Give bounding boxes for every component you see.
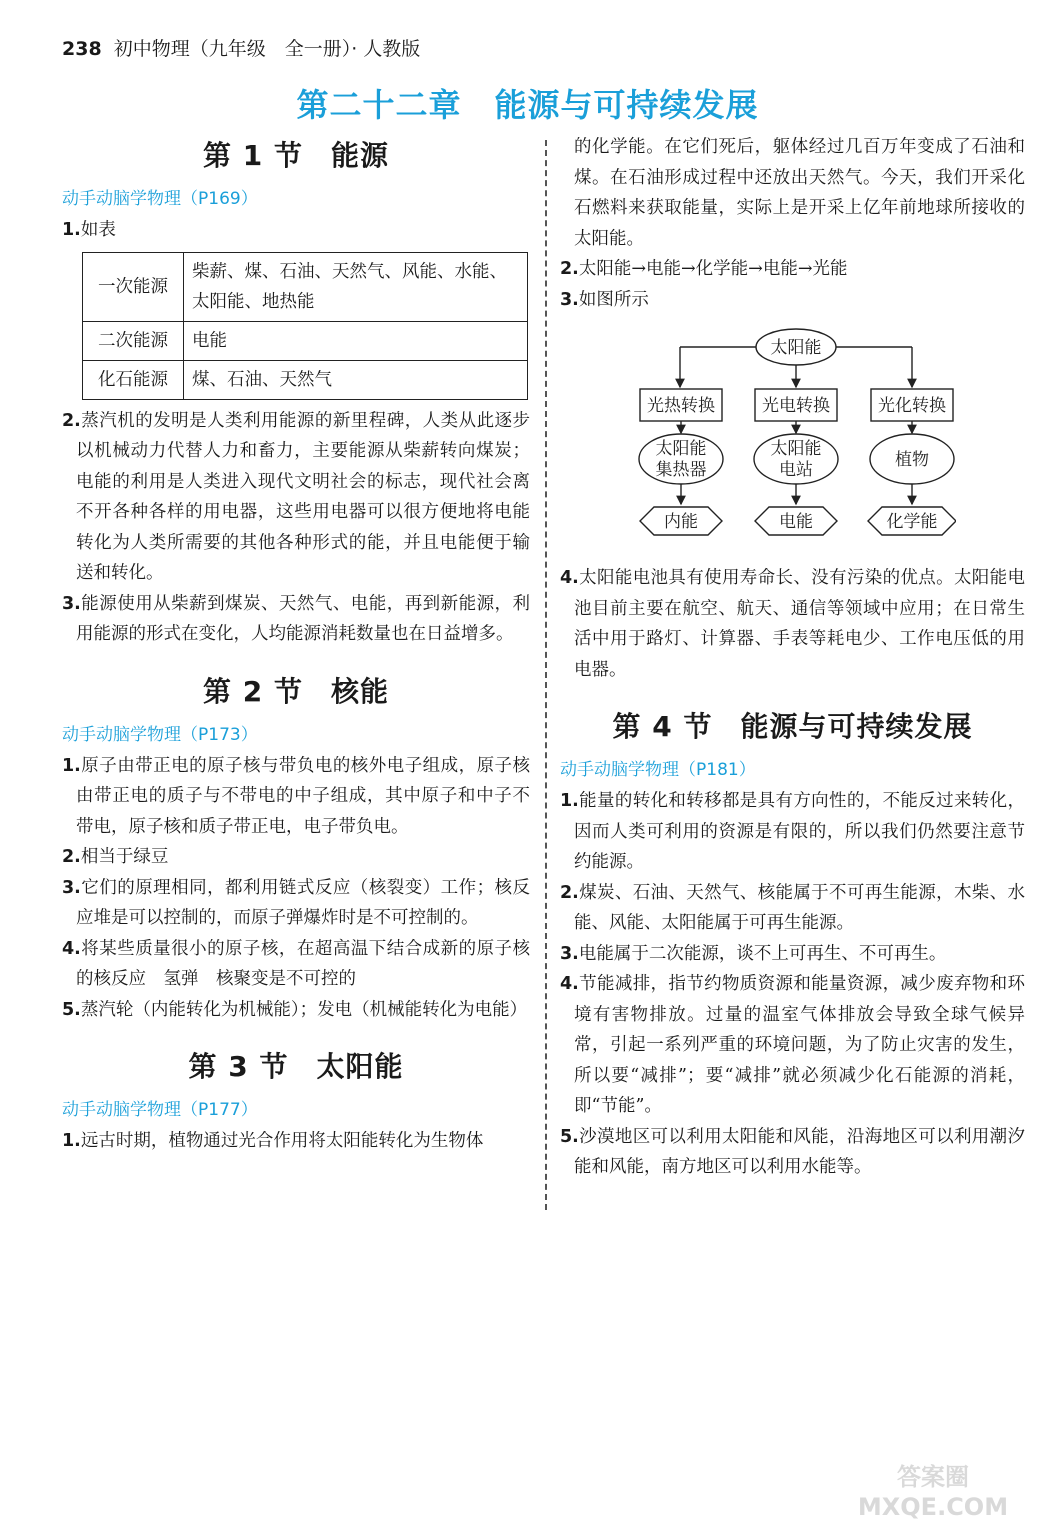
section-4-subheading: 动手动脑学物理（P181） <box>560 760 756 780</box>
diagram-label-convert-2: 光电转换 <box>762 396 830 416</box>
diagram-label-convert-3: 光化转换 <box>878 396 946 416</box>
section-2-number: 第 2 节 <box>203 674 303 708</box>
section-2-name: 核能 <box>330 674 389 708</box>
section-3-title <box>62 1045 530 1085</box>
section-1-subheading: 动手动脑学物理（P169） <box>62 189 258 209</box>
page-number: 238 <box>62 38 102 60</box>
book-title: 初中物理（九年级 全一册）· 人教版 <box>113 38 421 60</box>
s4-answer-4: 4.节能减排，指节约物质资源和能量资源，减少废弃物和环境有害物排放。过量的温室气体排放会导致全球气候异常，引起一系列严重的环境问题，为了防止灾害的发生，所以要“减排”；要“减排”就必须减少化石能源的消耗，即“节能”。 <box>560 974 1025 1116</box>
diagram-label-station-2: 电站 <box>779 460 813 480</box>
column-divider <box>545 140 547 1210</box>
s2-answer-3: 3.它们的原理相同，都利用链式反应（核裂变）工作；核反应堆是可以控制的，而原子弹爆炸时是不可控制的。 <box>62 877 530 928</box>
s3-answer-1-start: 1.远古时期，植物通过光合作用将太阳能转化为生物体 <box>62 1131 484 1151</box>
watermark-logo: 答案圈 MXQE.COM <box>857 1463 1009 1521</box>
s1-answer-1-text: 如表 <box>80 220 116 240</box>
s2-answer-2-text: 相当于绿豆 <box>80 847 169 867</box>
chapter-title: 第二十二章 能源与可持续发展 <box>296 86 759 124</box>
section-4-title <box>560 705 1025 745</box>
s4-answer-1: 1.能量的转化和转移都是具有方向性的，不能反过来转化，因而人类可利用的资源是有限的，所以我们仍然要注意节约能源。 <box>560 791 1025 872</box>
table-cell-key: 二次能源 <box>83 321 184 360</box>
s4-answer-3-text: 电能属于二次能源，谈不上可再生、不可再生。 <box>578 943 947 964</box>
diagram-label-collector-1: 太阳能 <box>655 439 707 459</box>
table-row <box>83 360 528 399</box>
section-1-number: 第 1 节 <box>203 139 303 172</box>
s4-answer-2: 2.煤炭、石油、天然气、核能属于不可再生能源，木柴、水能、风能、太阳能属于可再生能源。 <box>560 882 1025 933</box>
s2-answer-5: 5.蒸汽轮（内能转化为机械能）；发电（机械能转化为电能） <box>62 999 528 1020</box>
s1-answer-3: 3.能源使用从柴薪到煤炭、天然气、电能，再到新能源，利用能源的形式在变化，人均能源消耗数量也在日益增多。 <box>62 593 530 644</box>
s3-answer-4: 4.太阳能电池具有使用寿命长、没有污染的优点。太阳能电池目前主要在航空、航天、通信等领域中应用；在日常生活中用于路灯、计算器、手表等耗电少、工作电压低的用电器。 <box>560 568 1025 680</box>
table-cell-value: 煤、石油、天然气 <box>184 360 528 399</box>
table-cell-key: 一次能源 <box>83 252 184 321</box>
diagram-label-result-1: 内能 <box>664 512 698 532</box>
diagram-label-convert-1: 光热转换 <box>647 396 715 416</box>
table-row <box>83 321 528 360</box>
section-3-number: 第 3 节 <box>188 1050 289 1083</box>
section-2-title <box>62 670 530 710</box>
s1-answer-1: 1.如表 <box>62 220 116 240</box>
diagram-label-result-3: 化学能 <box>886 512 938 532</box>
right-column <box>560 132 1025 1183</box>
section-1-title <box>62 134 530 174</box>
s4-answer-5-text: 沙漠地区可以利用太阳能和风能，沿海地区可以利用潮汐能和风能，南方地区可以利用水能等。 <box>574 1126 1025 1177</box>
section-4-number: 第 4 节 <box>612 710 713 743</box>
s3-answer-2-text: 太阳能→电能→化学能→电能→光能 <box>578 259 848 279</box>
diagram-label-station-1: 太阳能 <box>770 439 822 459</box>
diagram-label-collector-2: 集热器 <box>655 460 707 480</box>
s3-answer-2: 2.太阳能→电能→化学能→电能→光能 <box>560 259 848 279</box>
s4-answer-1-text: 能量的转化和转移都是具有方向性的，不能反过来转化，因而人类可利用的资源是有限的，所以我们仍然要注意节约能源。 <box>574 791 1025 872</box>
diagram-label-sun: 太阳能 <box>770 338 822 358</box>
s2-answer-3-text: 它们的原理相同，都利用链式反应（核裂变）工作；核反应堆是可以控制的，而原子弹爆炸时是不可控制的。 <box>76 877 530 928</box>
s3-answer-3: 3.如图所示 <box>560 289 649 310</box>
diagram-label-result-2: 电能 <box>779 512 813 532</box>
s4-answer-2-text: 煤炭、石油、天然气、核能属于不可再生能源，木柴、水能、风能、太阳能属于可再生能源。 <box>574 882 1025 933</box>
section-1-name: 能源 <box>330 139 389 172</box>
table-row <box>83 252 528 321</box>
section-3-subheading: 动手动脑学物理（P177） <box>62 1100 258 1120</box>
left-column <box>62 130 530 1157</box>
section-4-name: 能源与可持续发展 <box>740 710 973 743</box>
diagram-label-plant: 植物 <box>895 450 929 470</box>
s3-answer-3-text: 如图所示 <box>578 289 649 310</box>
s2-answer-1: 1.原子由带正电的原子核与带负电的核外电子组成，原子核由带正电的质子与不带电的中子组成，其中原子和中子不带电，原子核和质子带正电，电子带负电。 <box>62 755 530 837</box>
energy-table <box>82 252 528 400</box>
s2-answer-5-text: 蒸汽轮（内能转化为机械能）；发电（机械能转化为电能） <box>80 999 528 1020</box>
s2-answer-4-text: 将某些质量很小的原子核，在超高温下结合成新的原子核的核反应 氢弹 核聚变是不可控的 <box>76 938 530 989</box>
s3-answer-1-text-a: 远古时期，植物通过光合作用将太阳能转化为生物体 <box>80 1131 484 1151</box>
s3-answer-1-continued: 的化学能。在它们死后，躯体经过几百万年变成了石油和煤。在石油形成过程中还放出天然气。今天，我们开采化石燃料来获取能量，实际上是开采上亿年前地球所接收的太阳能。 <box>574 137 1025 249</box>
table-cell-key: 化石能源 <box>83 360 184 399</box>
s4-answer-4-text: 节能减排，指节约物质资源和能量资源，减少废弃物和环境有害物排放。过量的温室气体排放会导致全球气候异常，引起一系列严重的环境问题，为了防止灾害的发生，所以要“减排”；要“减排”就必须减少化石能源的消耗，即“节能”。 <box>574 974 1025 1116</box>
s1-answer-2: 2.蒸汽机的发明是人类利用能源的新里程碑，人类从此逐步以机械动力代替人力和畜力，主要能源从柴薪转向煤炭；电能的利用是人类进入现代文明社会的标志，现代社会离不开各种各样的用电器，这些用电器可以很方便地将电能转化为人类所需要的其他各种形式的能，并且电能便于输送和转化。 <box>62 410 530 583</box>
section-2-subheading: 动手动脑学物理（P173） <box>62 724 258 745</box>
s1-answer-2-text: 蒸汽机的发明是人类利用能源的新里程碑，人类从此逐步以机械动力代替人力和畜力，主要能源从柴薪转向煤炭；电能的利用是人类进入现代文明社会的标志，现代社会离不开各种各样的用电器，这些用电器可以很方便地将电能转化为人类所需要的其他各种形式的能，并且电能便于输送和转化。 <box>76 410 530 583</box>
s4-answer-3: 3.电能属于二次能源，谈不上可再生、不可再生。 <box>560 943 947 964</box>
s2-answer-2: 2.相当于绿豆 <box>62 847 169 867</box>
solar-energy-diagram <box>636 321 956 551</box>
s4-answer-5: 5.沙漠地区可以利用太阳能和风能，沿海地区可以利用潮汐能和风能，南方地区可以利用水能等。 <box>560 1126 1025 1177</box>
s1-answer-3-text: 能源使用从柴薪到煤炭、天然气、电能，再到新能源，利用能源的形式在变化，人均能源消耗数量也在日益增多。 <box>76 593 530 644</box>
s2-answer-4: 4.将某些质量很小的原子核，在超高温下结合成新的原子核的核反应 氢弹 核聚变是不可控的 <box>62 938 530 989</box>
page-header <box>62 34 420 61</box>
table-cell-value: 柴薪、煤、石油、天然气、风能、水能、太阳能、地热能 <box>184 252 528 321</box>
s3-answer-4-text: 太阳能电池具有使用寿命长、没有污染的优点。太阳能电池目前主要在航空、航天、通信等领域中应用；在日常生活中用于路灯、计算器、手表等耗电少、工作电压低的用电器。 <box>574 568 1025 680</box>
s2-answer-1-text: 原子由带正电的原子核与带负电的核外电子组成，原子核由带正电的质子与不带电的中子组成，其中原子和中子不带电，原子核和质子带正电，电子带负电。 <box>76 755 530 837</box>
table-cell-value: 电能 <box>184 321 528 360</box>
section-3-name: 太阳能 <box>316 1050 404 1083</box>
